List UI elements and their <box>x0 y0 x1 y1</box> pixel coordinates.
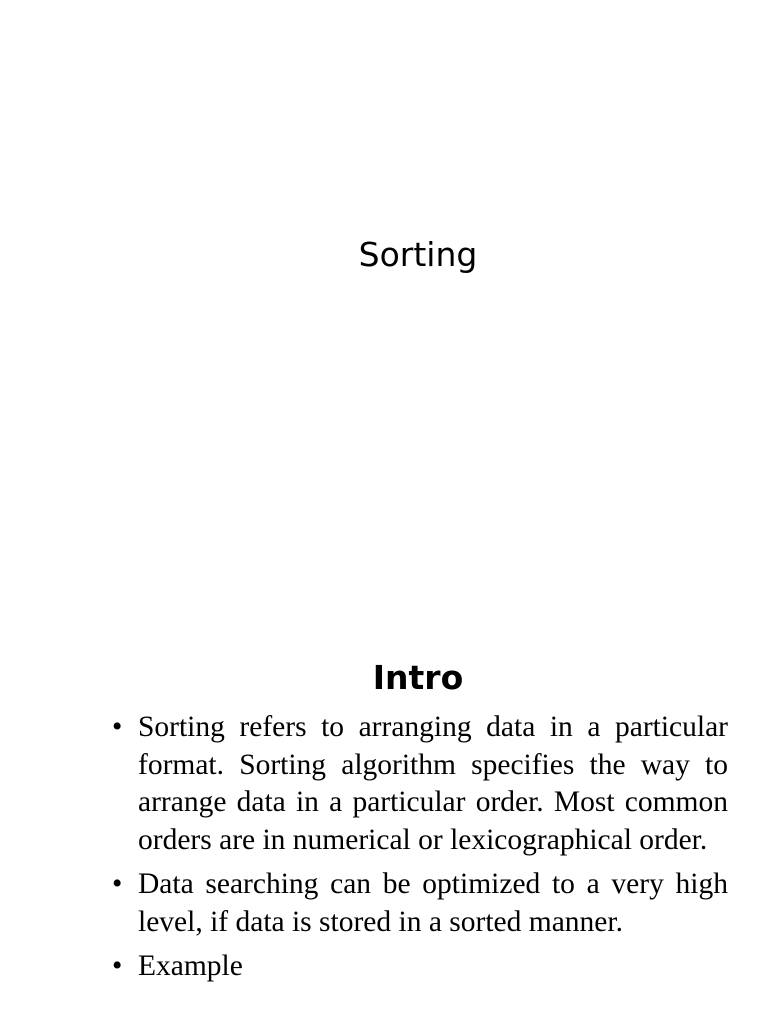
bullet-text: Sorting refers to arranging data in a particular format. Sorting algorithm specifies the way to arrange data in a particular order. Most common orders are in numerical or lexicographical order. <box>138 711 728 856</box>
slide-title-heading: Sorting <box>358 235 478 274</box>
intro-heading: Intro <box>372 658 464 697</box>
bullet-icon: • <box>112 868 123 900</box>
bullet-text: Example <box>138 950 243 982</box>
bullet-item <box>108 948 728 986</box>
bullet-icon: • <box>112 711 123 743</box>
intro-bullet-list <box>108 709 728 993</box>
bullet-item <box>108 866 728 941</box>
bullet-icon: • <box>112 950 123 982</box>
bullet-text: Data searching can be optimized to a very high level, if data is stored in a sorted manner. <box>138 868 728 938</box>
slide-intro <box>0 640 768 1024</box>
bullet-item <box>108 709 728 859</box>
